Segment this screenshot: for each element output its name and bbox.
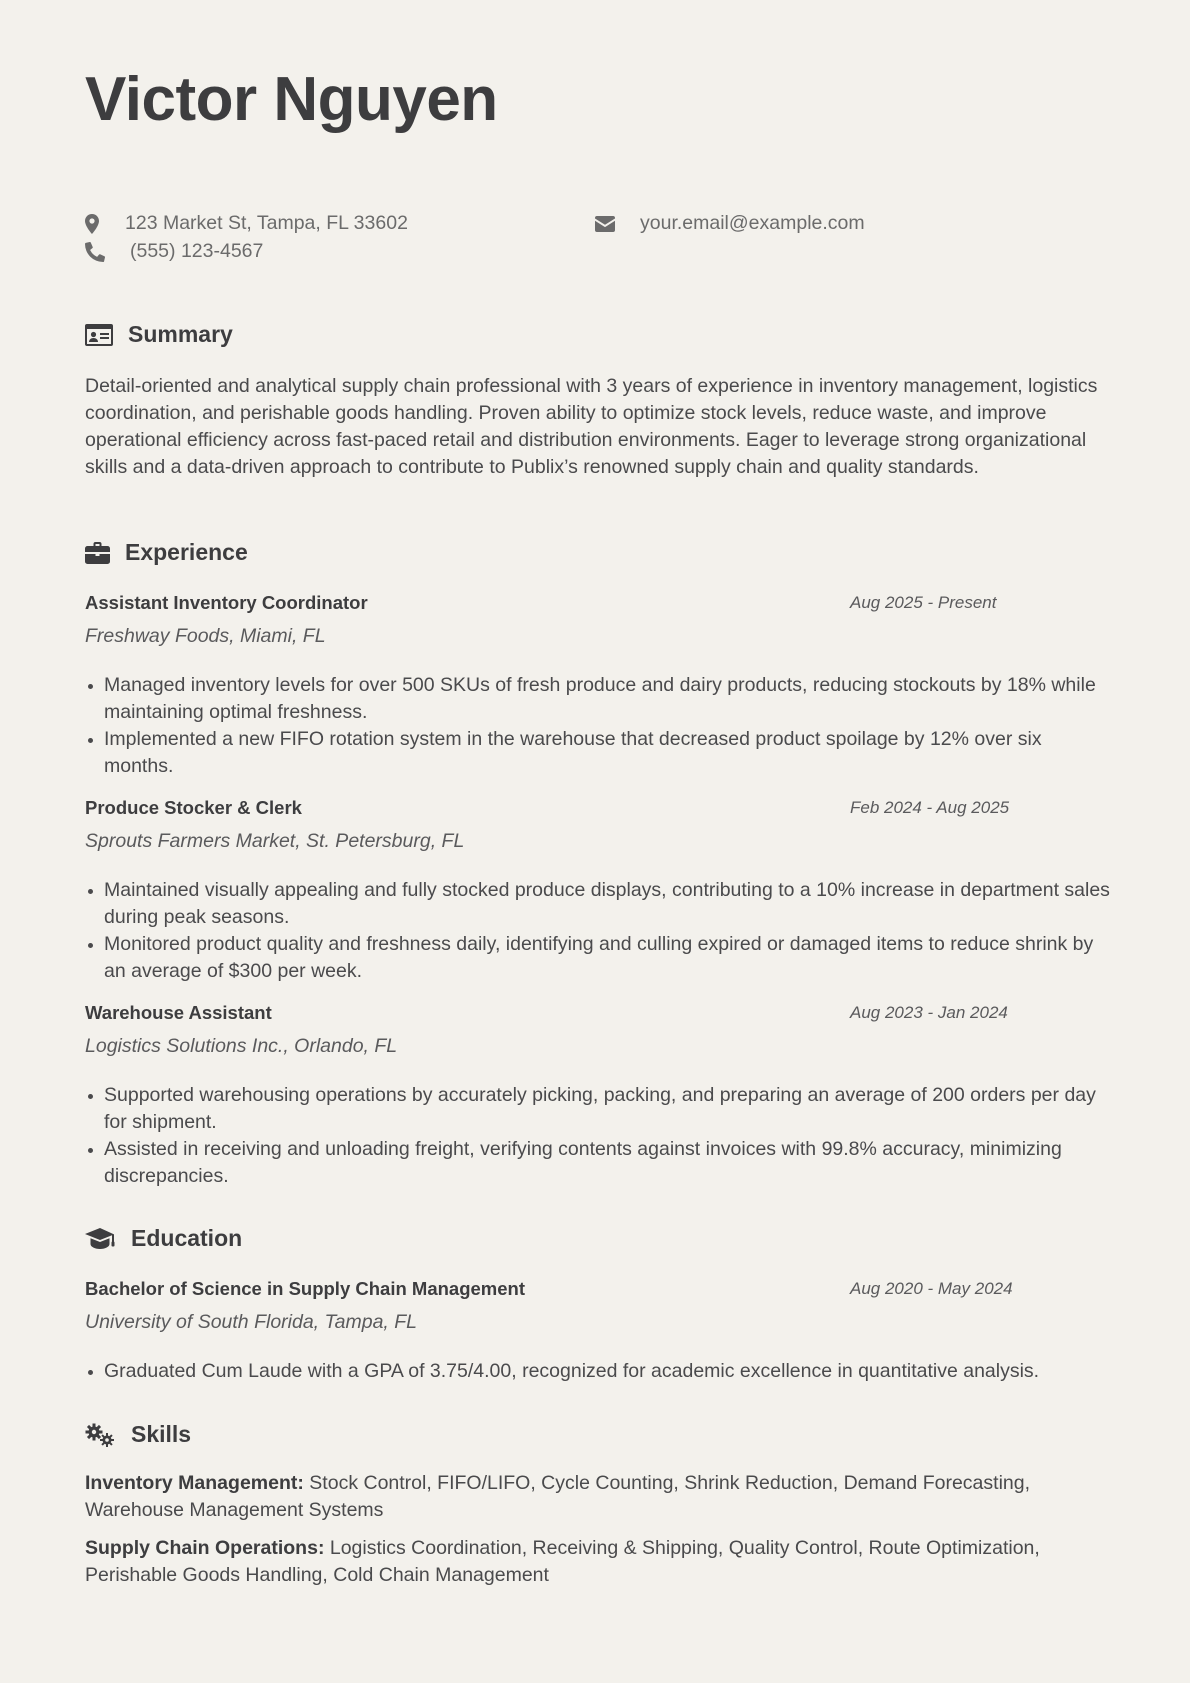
section-education-heading [85,1225,242,1252]
skill-values: Stock Control, FIFO/LIFO, Cycle Counting, Shrink Reduction, Demand Forecasting, Warehouse Management Systems [85,1472,1031,1521]
job-title: Warehouse Assistant [85,1002,272,1023]
address-text: 123 Market St, Tampa, FL 33602 [125,212,408,234]
phone-icon [85,242,130,262]
list-item: Monitored product quality and freshness daily, identifying and culling expired or damaged items to reduce shrink by an average of $300 per week. [85,931,1110,985]
id-card-icon [85,324,128,346]
education-title: Education [131,1225,243,1251]
job-bullets [85,877,1110,985]
job-title: Assistant Inventory Coordinator [85,592,368,613]
summary-text: Detail-oriented and analytical supply chain professional with 3 years of experience in inventory management, logistics coordination, and perishable goods handling. Proven ability to optimize stock levels, reduce waste, and improve operational efficiency across fast-paced retail and distribution environments. Eager to leverage strong organizational skills and a data-driven approach to contribute to Publix’s renowned supply chain and quality standards. [85,375,1098,478]
section-experience-heading [85,539,248,566]
job-bullets [85,1082,1110,1190]
gears-icon [85,1423,131,1447]
contact-phone [85,240,263,263]
job-dates: Aug 2023 - Jan 2024 [850,1003,1008,1022]
list-item: Graduated Cum Laude with a GPA of 3.75/4.00, recognized for academic excellence in quantitative analysis. [85,1358,1110,1385]
skill-label: Supply Chain Operations: [85,1537,325,1559]
phone-text: (555) 123-4567 [130,240,264,262]
contact-address [85,212,408,235]
skill-values: Logistics Coordination, Receiving & Shipping, Quality Control, Route Optimization, Perishable Goods Handling, Cold Chain Management [85,1537,1040,1586]
experience-title: Experience [125,539,248,565]
education-bullets [85,1358,1110,1385]
section-summary-heading [85,321,233,348]
map-marker-icon [85,214,125,234]
school-name: University of South Florida, Tampa, FL [85,1311,418,1333]
list-item: Implemented a new FIFO rotation system in the warehouse that decreased product spoilage by 12% over six months. [85,726,1110,780]
email-link[interactable]: your.email@example.com [640,212,865,234]
person-name: Victor Nguyen [85,65,498,134]
skill-group [85,1535,1110,1589]
job-title: Produce Stocker & Clerk [85,797,302,818]
graduation-cap-icon [85,1228,131,1250]
skills-title: Skills [131,1421,192,1447]
contact-email [595,212,865,235]
section-skills-heading [85,1421,191,1448]
skill-group [85,1470,1110,1524]
job-org: Sprouts Farmers Market, St. Petersburg, FL [85,830,465,852]
skill-label: Inventory Management: [85,1472,304,1494]
degree-title: Bachelor of Science in Supply Chain Management [85,1278,525,1299]
job-dates: Aug 2025 - Present [850,593,997,612]
job-dates: Feb 2024 - Aug 2025 [850,798,1010,817]
briefcase-icon [85,542,125,564]
degree-dates: Aug 2020 - May 2024 [850,1279,1013,1298]
job-bullets [85,672,1110,780]
list-item: Assisted in receiving and unloading freight, verifying contents against invoices with 99.8% accuracy, minimizing discrepancies. [85,1136,1110,1190]
job-org: Freshway Foods, Miami, FL [85,625,326,647]
envelope-icon [595,216,640,232]
list-item: Managed inventory levels for over 500 SKUs of fresh produce and dairy products, reducing stockouts by 18% while maintaining optimal freshness. [85,672,1110,726]
summary-title: Summary [128,321,233,347]
list-item: Supported warehousing operations by accurately picking, packing, and preparing an average of 200 orders per day for shipment. [85,1082,1110,1136]
list-item: Maintained visually appealing and fully stocked produce displays, contributing to a 10% increase in department sales during peak seasons. [85,877,1110,931]
job-org: Logistics Solutions Inc., Orlando, FL [85,1035,398,1057]
